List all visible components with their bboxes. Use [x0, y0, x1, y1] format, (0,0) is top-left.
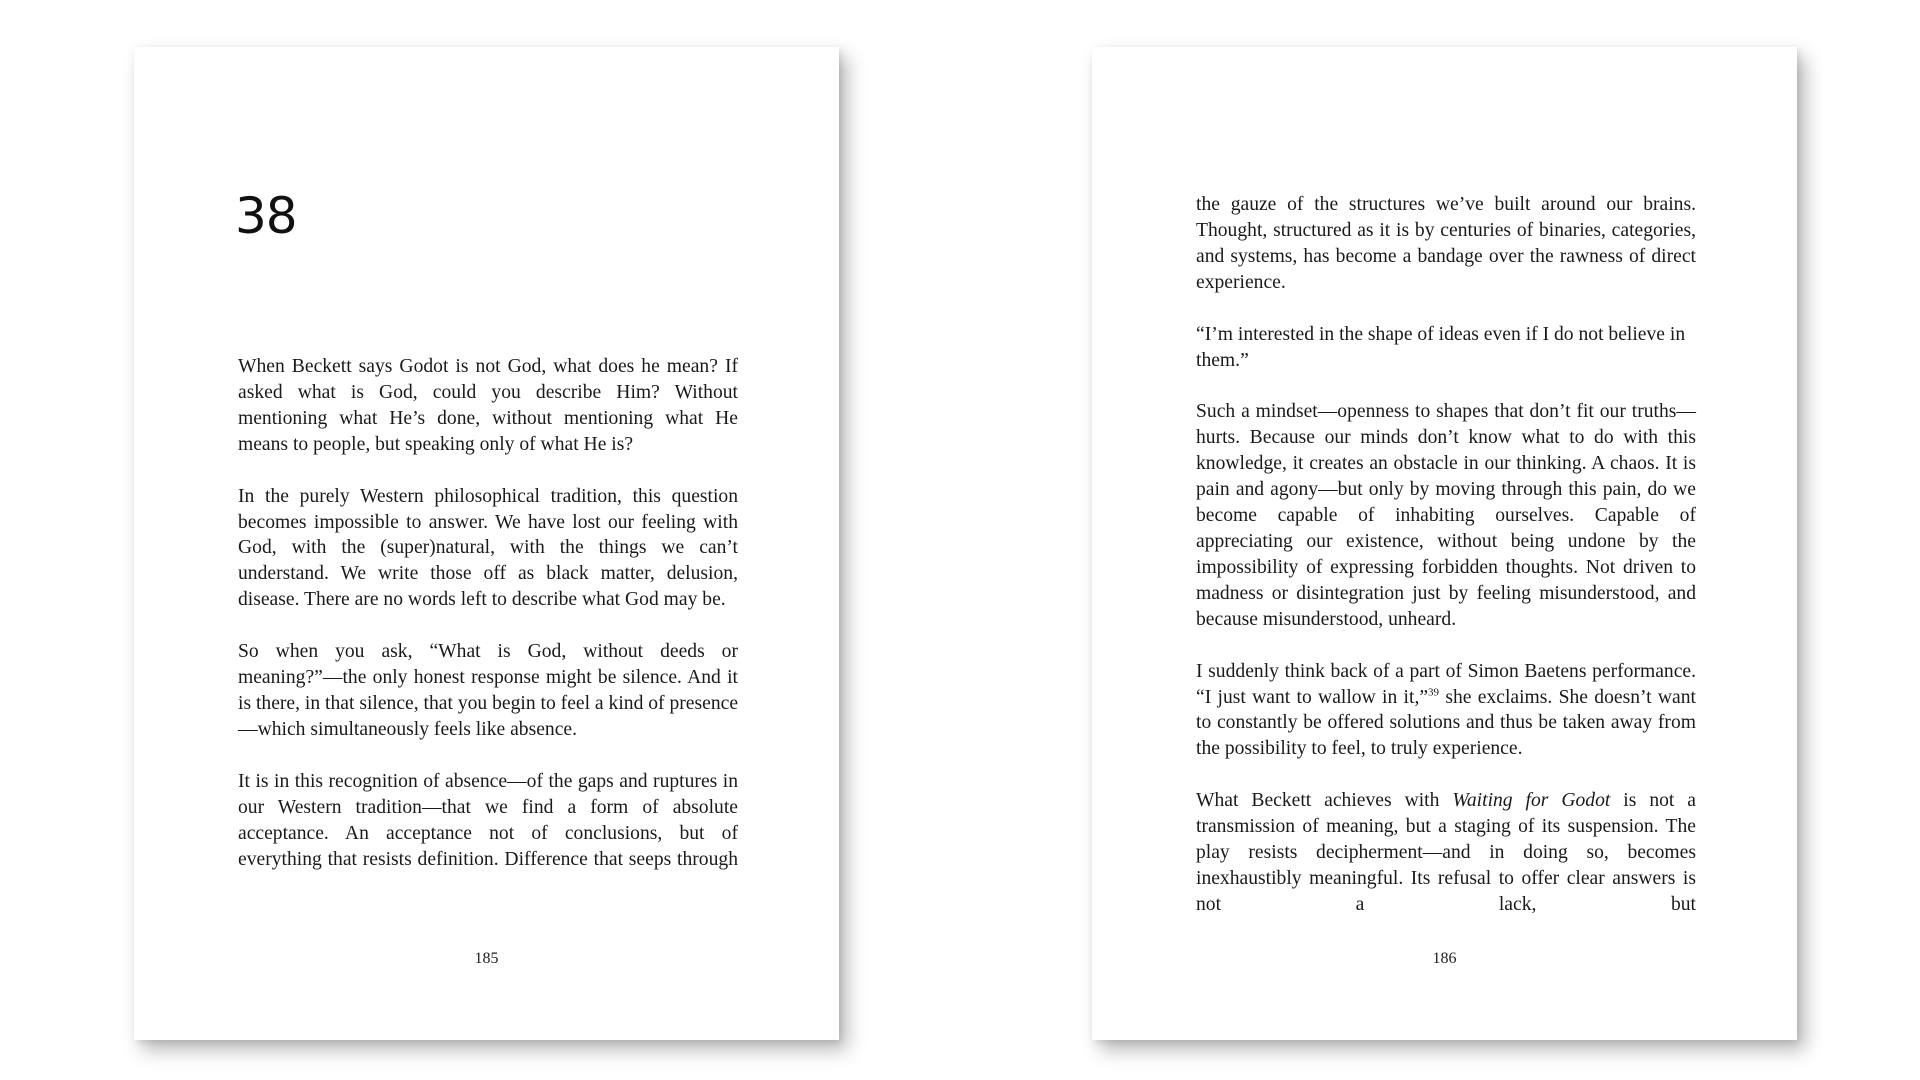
chapter-number: 38: [235, 187, 297, 245]
paragraph: [1196, 788, 1696, 918]
paragraph: It is in this recognition of absence—of the gaps and ruptures in our Western tradition—that we find a form of absolute acceptance. An acceptance not of conclusions, but of everything that resists definition. Difference that seeps through: [238, 770, 738, 870]
paragraph-text: she exclaims. She doesn’t want to constantly be offered solutions and thus be taken away from the possibility to feel, to truly experience.: [1196, 686, 1696, 760]
right-page: [1092, 47, 1797, 1040]
left-page-body: [238, 354, 738, 898]
footnote-marker: 39: [1428, 685, 1440, 698]
paragraph-text: is not a transmission of meaning, but a staging of its suspension. The play resists decipherment—and in doing so, becomes inexhaustibly meaningful. Its refusal to offer clear answers is not a lack, but: [1196, 790, 1697, 915]
paragraph-text: I suddenly think back of a part of Simon Baetens performance. “I just want to wallow in it,”: [1196, 660, 1696, 708]
page-number: 186: [1432, 950, 1457, 967]
page-number: 185: [474, 950, 499, 967]
paragraph: [1196, 659, 1696, 763]
paragraph: In the purely Western philosophical tradition, this question becomes impossible to answer. We have lost our feeling with God, with the (super)natural, with the things we can’t understand. We write those off as black matter, delusion, disease. There are no words left to describe what God may be.: [238, 485, 738, 611]
quote-paragraph: “I’m interested in the shape of ideas even if I do not believe in them.”: [1196, 323, 1686, 371]
play-title: Waiting for Godot: [1452, 790, 1611, 812]
paragraph-text: What Beckett achieves with: [1196, 790, 1453, 812]
left-page: [134, 47, 839, 1040]
paragraph: the gauze of the structures we’ve built around our brains. Thought, structured as it is by centuries of binaries, categories, and systems, has become a bandage over the rawness of direct experience.: [1196, 194, 1696, 293]
right-page-body: [1196, 192, 1696, 944]
paragraph: When Beckett says Godot is not God, what does he mean? If asked what is God, could you describe Him? Without mentioning what He’s done, without mentioning what He means to people, but speaking only of what He is?: [238, 356, 738, 455]
paragraph: So when you ask, “What is God, without deeds or meaning?”—the only honest response might be silence. And it is there, in that silence, that you begin to feel a kind of presence—which simultaneously feels like absence.: [238, 641, 739, 740]
paragraph: Such a mindset—openness to shapes that don’t fit our truths—hurts. Because our minds don’t know what to do with this knowledge, it creates an obstacle in our thinking. A chaos. It is pain and agony—but only by moving through this pain, do we become capable of inhabiting ourselves. Capable of appreciating our existence, without being undone by the impossibility of expressing forbidden thoughts. Not driven to madness or disintegration just by feeling misunderstood, and because misunderstood, unheard.: [1196, 401, 1696, 630]
